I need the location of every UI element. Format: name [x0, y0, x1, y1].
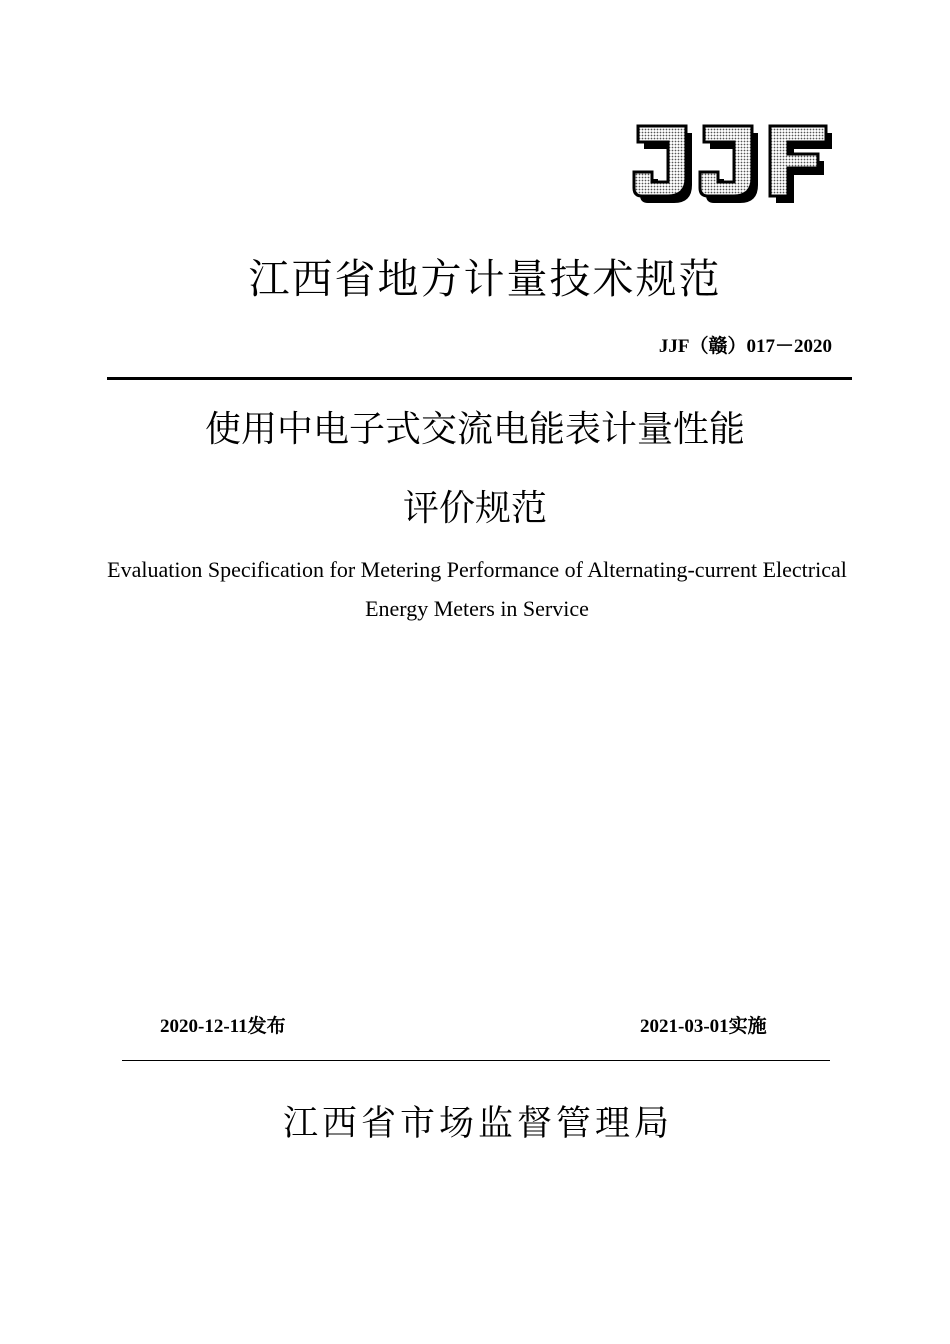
- jjf-logo-graphic: [632, 122, 836, 206]
- jjf-logo: [632, 122, 836, 206]
- series-title: 江西省地方计量技术规范: [248, 255, 722, 303]
- english-title-line-1: Evaluation Specification for Metering Performance of Alternating-current Electrical: [107, 557, 847, 582]
- publish-date: 2020-12-11发布: [160, 1016, 286, 1037]
- chinese-title-line-1: 使用中电子式交流电能表计量性能: [204, 409, 745, 450]
- chinese-title-line-2: 评价规范: [402, 488, 547, 529]
- english-title-line-2: Energy Meters in Service: [365, 596, 589, 621]
- top-divider: [107, 377, 852, 380]
- bottom-divider: [122, 1060, 830, 1061]
- issuing-authority: 江西省市场监督管理局: [282, 1104, 673, 1144]
- document-code: JJF（赣）017－2020: [658, 336, 832, 357]
- implement-date: 2021-03-01实施: [640, 1016, 767, 1037]
